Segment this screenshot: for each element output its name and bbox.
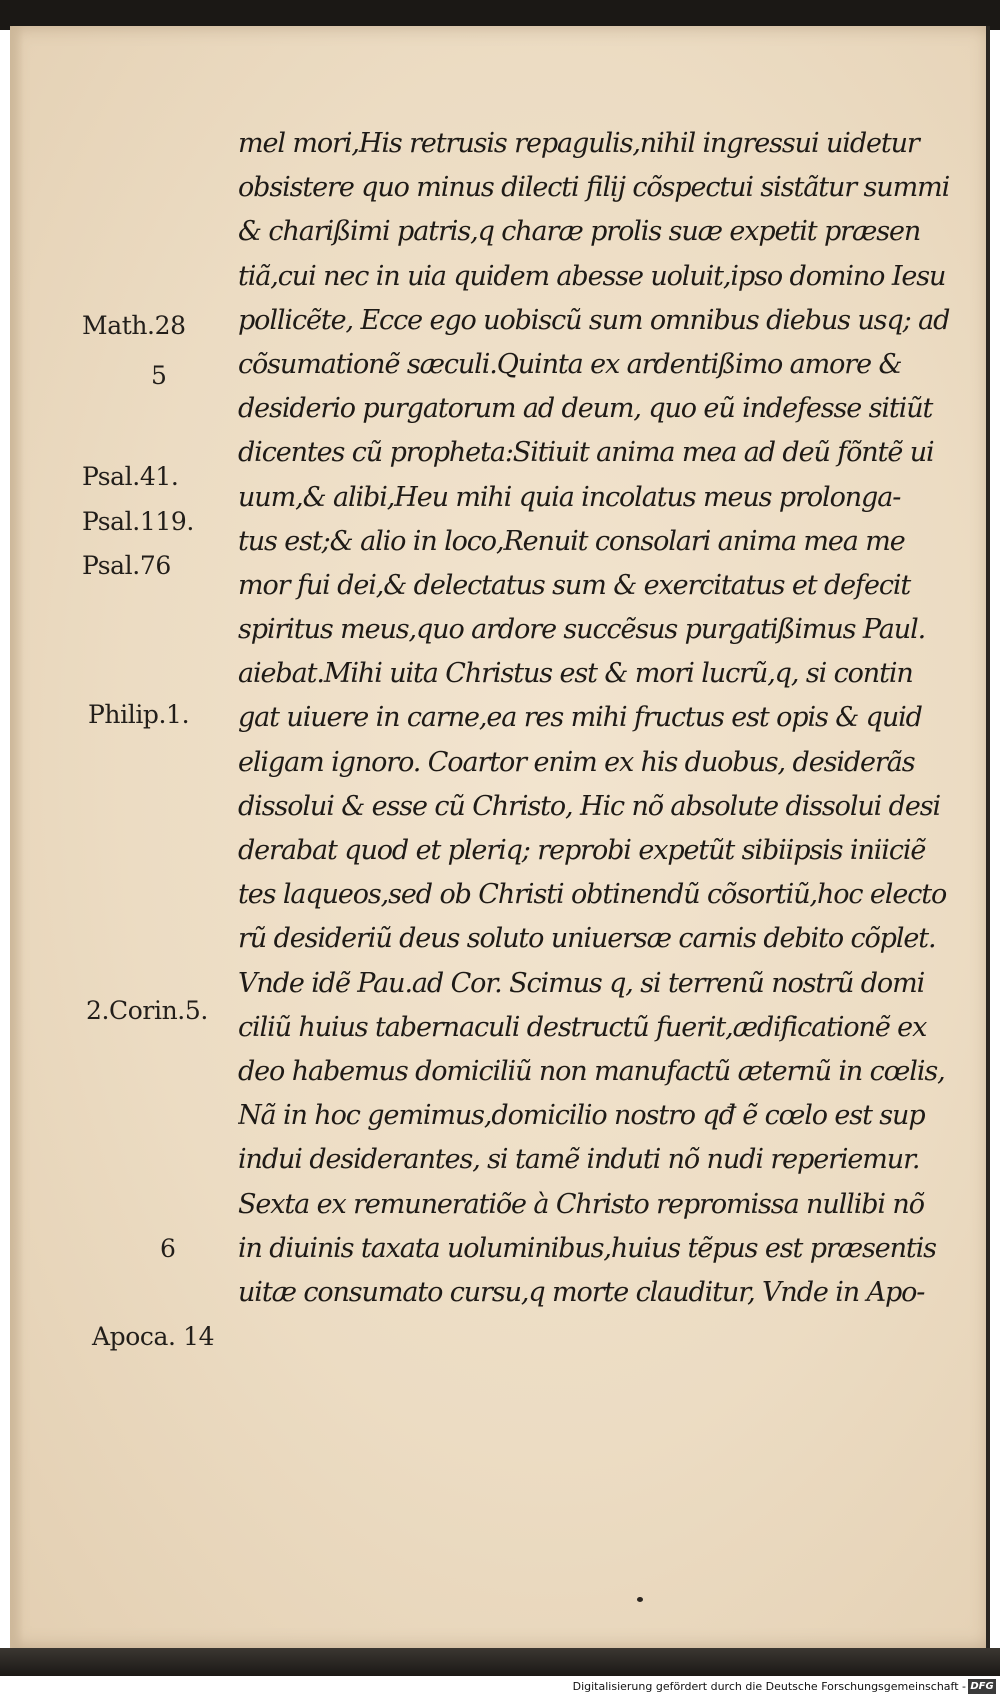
margin-note-apoc: Apoca. 14 (92, 1322, 215, 1351)
scan-bottom-border (0, 1648, 1000, 1676)
text-line: Nã in hoc gemimus,domicilio nostro qđ ẽ cœlo est sup (238, 1100, 925, 1132)
text-line: tes laqueos,sed ob Christi obtinendũ cõsortiũ,hoc electo (238, 879, 947, 911)
text-line: desiderio purgatorum ad deum, quo eũ indefesse sitiũt (238, 393, 933, 425)
text-line: deo habemus domiciliũ non manufactũ æternũ in cœlis, (238, 1055, 945, 1087)
margin-note-philip: Philip.1. (88, 700, 190, 729)
dfg-logo: DFG (968, 1679, 996, 1694)
text-line: tus est;& alio in loco,Renuit consolari anima mea me (238, 525, 905, 557)
margin-note-psalm: Psal.76 (82, 551, 171, 580)
text-line: obsistere quo minus dilecti filij cõspectui sistãtur summi (238, 172, 950, 204)
text-line: gat uiuere in carne,ea res mihi fructus est opis & quid (238, 702, 922, 734)
text-line: aiebat.Mihi uita Christus est & mori lucrũ,q, si contin (238, 658, 913, 690)
text-line: spiritus meus,quo ardore succẽsus purgatißimus Paul. (238, 614, 926, 646)
text-line: mor fui dei,& delectatus sum & exercitatus et defecit (238, 569, 911, 601)
text-line: uum,& alibi,Heu mihi quia incolatus meus prolonga- (238, 481, 901, 513)
margin-note-psalm: Psal.119. (82, 507, 194, 536)
text-line: in diuinis taxata uoluminibus,huius tẽpus est præsentis (238, 1232, 936, 1264)
page-right-edge (986, 26, 990, 1648)
body-text (238, 122, 978, 1315)
text-line: derabat quod et pleriq; reprobi expetũt sibiipsis iniiciẽ (238, 835, 926, 866)
footer-credit: Digitalisierung gefördert durch die Deutsche Forschungsgemeinschaft - (572, 1680, 966, 1693)
margin-note-number: 5 (151, 361, 167, 390)
text-line: Sexta ex remuneratiõe à Christo repromissa nullibi nõ (238, 1188, 924, 1220)
text-line: cõsumationẽ sæculi.Quinta ex ardentißimo amore & (238, 348, 902, 380)
text-line: pollicẽte, Ecce ego uobiscũ sum omnibus diebus usq; ad (238, 304, 950, 336)
text-line: dicentes cũ propheta:Sitiuit anima mea ad deũ fõntẽ ui (238, 437, 934, 469)
text-line: ciliũ huius tabernaculi destructũ fuerit,ædificationẽ ex (238, 1011, 927, 1043)
text-line: Vnde idẽ Pau.ad Cor. Scimus q, si terrenũ nostrũ domi (238, 967, 925, 999)
ink-speck (637, 1597, 643, 1602)
margin-note-math: Math.28 (82, 311, 186, 340)
text-line: indui desiderantes, si tamẽ induti nõ nudi reperiemur. (238, 1144, 920, 1176)
text-line: mel mori,His retrusis repagulis,nihil ingressui uidetur (238, 128, 919, 159)
digitization-footer (0, 1676, 1000, 1699)
text-line: tiã,cui nec in uia quidem abesse uoluit,ipso domino Iesu (238, 260, 946, 292)
margin-note-corin: 2.Corin.5. (86, 996, 208, 1025)
text-line: dissolui & esse cũ Christo, Hic nõ absolute dissolui desi (238, 790, 941, 822)
text-line: rũ desideriũ deus soluto uniuersæ carnis debito cõplet. (238, 923, 936, 955)
text-line: uitæ consumato cursu,q morte clauditur, Vnde in Apo- (238, 1276, 925, 1308)
text-line: eligam ignoro. Coartor enim ex his duobus, desiderãs (238, 746, 915, 778)
text-line: & charißimi patris,q charæ prolis suæ expetit præsen (238, 216, 921, 248)
margin-note-psalm: Psal.41. (82, 462, 179, 491)
margin-note-number: 6 (160, 1234, 176, 1263)
